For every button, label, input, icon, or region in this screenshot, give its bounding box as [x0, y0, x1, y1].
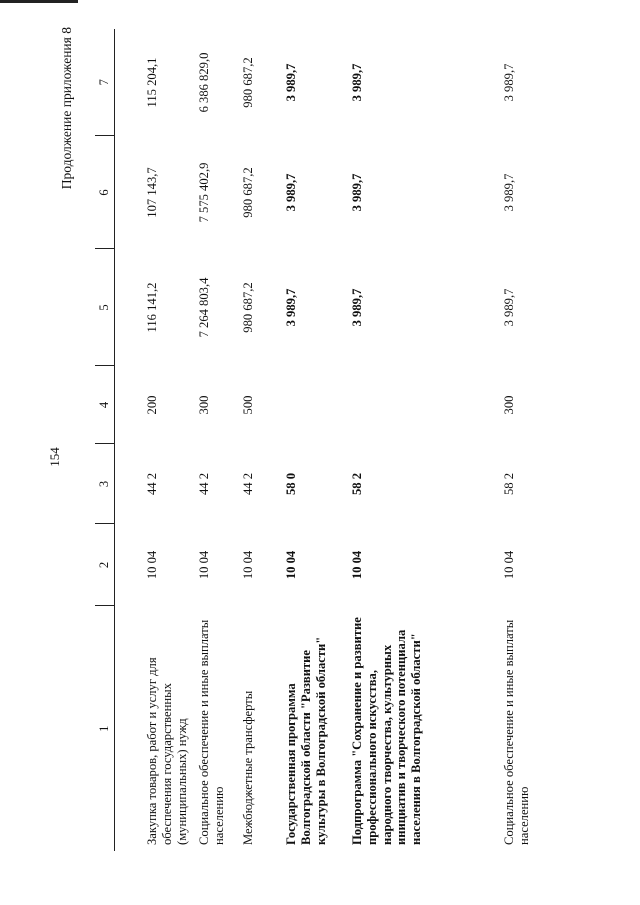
cell-section: 10 04	[283, 550, 298, 580]
cell-expense-type: 300	[501, 395, 516, 415]
cell-amount-1: 116 141,2	[144, 282, 159, 333]
table-row	[502, 29, 542, 851]
cell-section: 10 04	[240, 550, 255, 580]
row-label: Государственная программа Волгоградской области "Развитие культуры в Волгоградской области"	[283, 636, 328, 845]
column-header-7: 7	[95, 29, 114, 136]
cell-target: 58 2	[349, 472, 364, 496]
cell-target: 58 0	[283, 472, 298, 496]
cell-amount-2: 3 989,7	[349, 173, 364, 212]
appendix-caption: Продолжение приложения 8	[59, 27, 74, 190]
cell-amount-1: 7 264 803,4	[196, 277, 211, 338]
row-label: Закупка товаров, работ и услуг для обеспечения государственных (муниципальных) нужд	[144, 657, 189, 845]
column-header-1: 1	[95, 606, 114, 851]
column-header-6: 6	[95, 136, 114, 249]
table-row	[145, 29, 197, 851]
cell-section: 10 04	[144, 550, 159, 580]
cell-amount-3: 3 989,7	[501, 63, 516, 102]
cell-section: 10 04	[349, 550, 364, 580]
cell-amount-2: 3 989,7	[283, 173, 298, 212]
rotated-page-content	[55, 15, 595, 875]
cell-amount-3: 6 386 829,0	[196, 52, 211, 113]
cell-expense-type	[350, 366, 502, 444]
cell-amount-3: 3 989,7	[283, 63, 298, 102]
top-rule	[0, 0, 78, 3]
cell-expense-type: 200	[144, 395, 159, 415]
cell-target: 44 2	[196, 472, 211, 496]
row-label: Подпрограмма "Сохранение и развитие профессионального искусства, народного творчества, культурных инициатив и творческого потенциала населения в Волгоградской области"	[349, 617, 424, 845]
table-row	[197, 29, 241, 851]
cell-amount-2: 107 143,7	[144, 167, 159, 218]
cell-amount-2: 980 687,2	[240, 167, 255, 218]
header-spacer	[114, 29, 145, 851]
row-label: Социальное обеспечение и иные выплаты населению	[196, 619, 226, 845]
column-header-2: 2	[95, 524, 114, 606]
cell-amount-1: 3 989,7	[501, 288, 516, 327]
header-row	[95, 29, 114, 851]
cell-amount-3: 980 687,2	[240, 57, 255, 108]
cell-amount-3: 115 204,1	[144, 57, 159, 108]
column-header-4: 4	[95, 366, 114, 444]
cell-amount-1: 980 687,2	[240, 282, 255, 333]
table-row	[241, 29, 284, 851]
cell-section: 10 04	[501, 550, 516, 580]
cell-expense-type: 300	[196, 395, 211, 415]
table-row-subprogram	[350, 29, 502, 851]
cell-amount-1: 3 989,7	[349, 288, 364, 327]
page-number: 154	[47, 447, 62, 467]
budget-table	[95, 29, 542, 851]
cell-amount-2: 7 575 402,9	[196, 162, 211, 223]
cell-expense-type	[284, 366, 350, 444]
row-label: Социальное обеспечение и иные выплаты населению	[501, 619, 531, 845]
row-label: Межбюджетные трансферты	[240, 690, 255, 845]
cell-target: 44 2	[144, 472, 159, 496]
cell-amount-3: 3 989,7	[349, 63, 364, 102]
cell-amount-1: 3 989,7	[283, 288, 298, 327]
cell-target: 44 2	[240, 472, 255, 496]
cell-section: 10 04	[196, 550, 211, 580]
cell-expense-type: 500	[240, 395, 255, 415]
column-header-3: 3	[95, 444, 114, 524]
column-header-5: 5	[95, 249, 114, 366]
table-row-program	[284, 29, 350, 851]
cell-amount-2: 3 989,7	[501, 173, 516, 212]
cell-target: 58 2	[501, 472, 516, 496]
